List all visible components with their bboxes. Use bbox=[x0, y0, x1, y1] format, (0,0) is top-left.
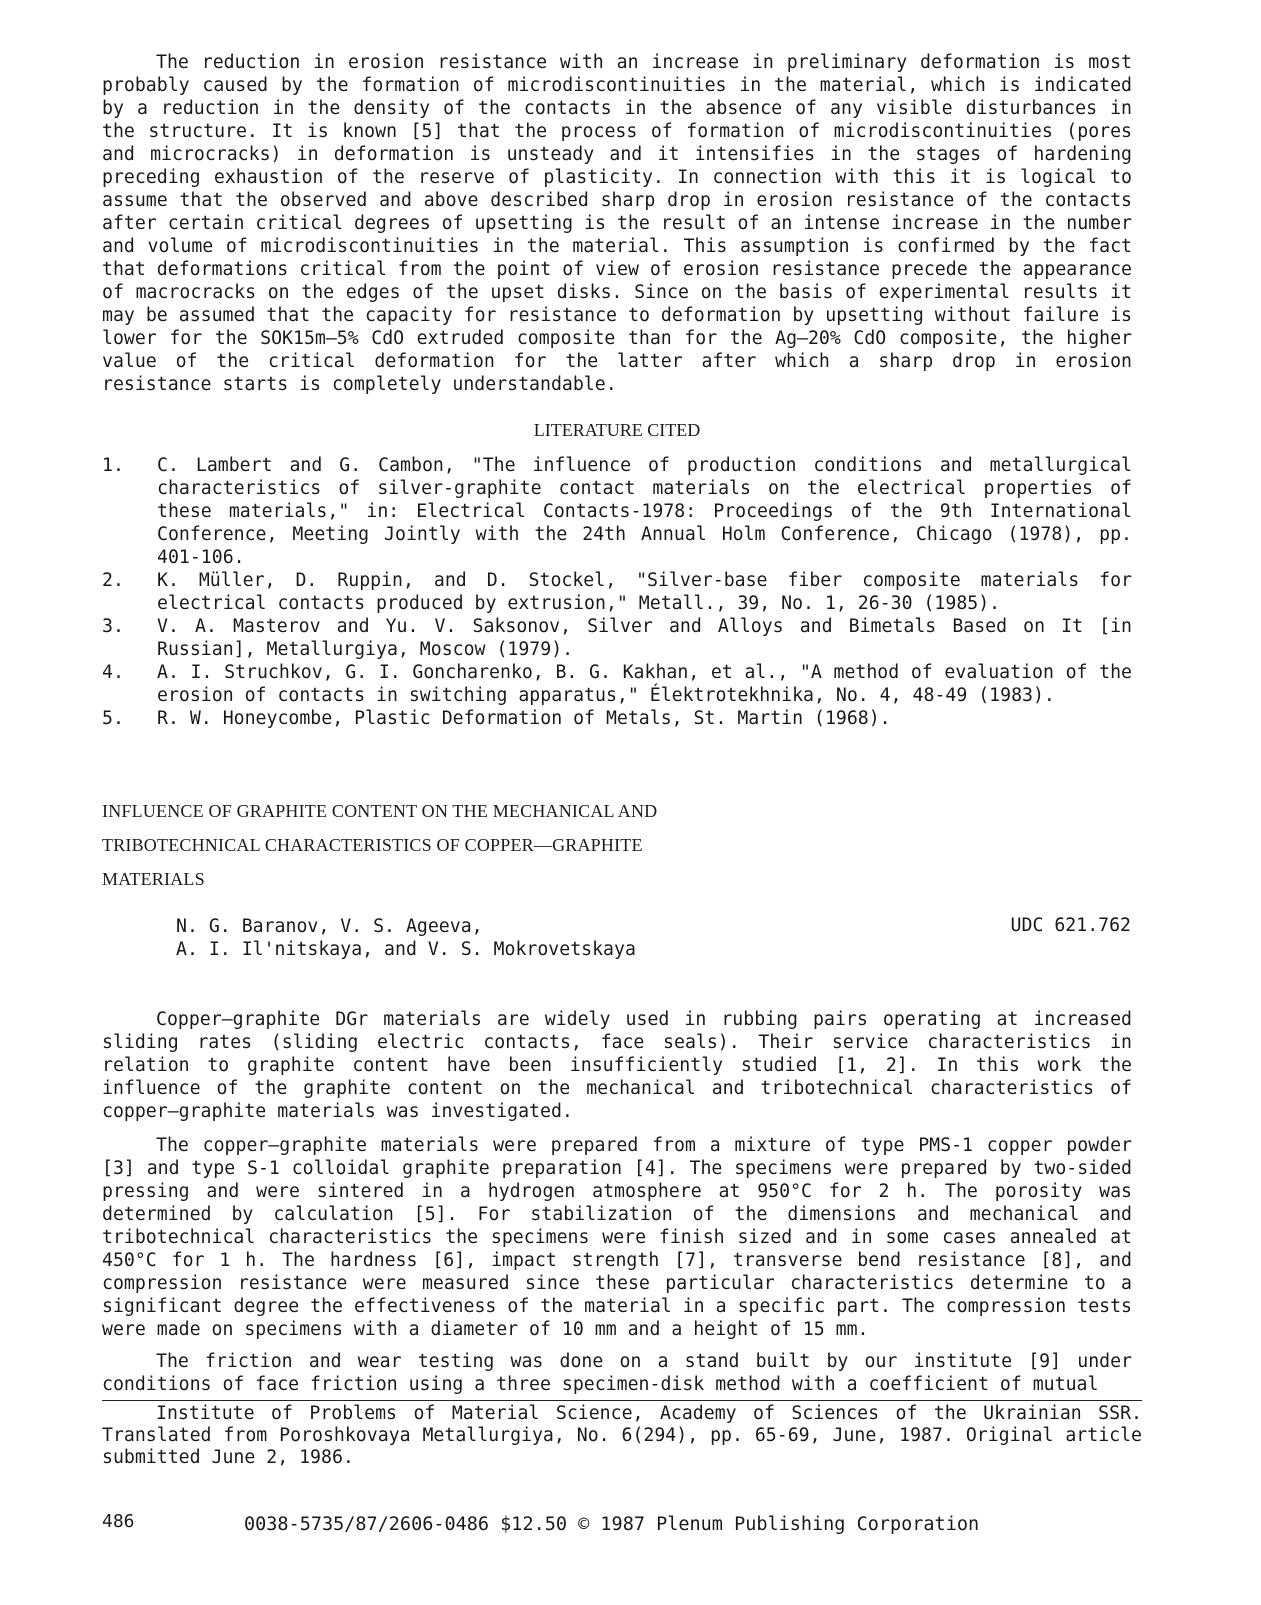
reference-number: 2. bbox=[102, 570, 124, 591]
reference-item-4 bbox=[102, 661, 1132, 707]
article-title-line-1: INFLUENCE OF GRAPHITE CONTENT ON THE MECHANICAL AND bbox=[102, 801, 658, 821]
reference-item-3 bbox=[102, 615, 1132, 661]
article-title-line-2: TRIBOTECHNICAL CHARACTERISTICS OF COPPER—GRAPHITE bbox=[102, 835, 643, 855]
reference-text: A. I. Struchkov, G. I. Goncharenko, B. G. Kakhan, et al., "A method of evaluation of the erosion of contacts in switching apparatus," Élektrotekhnika, No. 4, 48-49 (1983). bbox=[157, 662, 1132, 706]
reference-number: 5. bbox=[102, 708, 124, 729]
copyright-line: 0038-5735/87/2606-0486 $12.50 © 1987 Plenum Publishing Corporation bbox=[244, 1514, 980, 1535]
authors bbox=[176, 915, 636, 961]
footnote: Institute of Problems of Material Science, Academy of Sciences of the Ukrainian SSR. Translated from Poroshkovaya Metallurgiya, No. 6(294), pp. 65-69, June, 1987. Original article submitted June 2, 1986. bbox=[102, 1403, 1142, 1468]
reference-item-5 bbox=[102, 707, 1132, 730]
udc-code: UDC 621.762 bbox=[1010, 915, 1131, 936]
reference-text: R. W. Honeycombe, Plastic Deformation of Metals, St. Martin (1968). bbox=[157, 708, 891, 729]
reference-text: C. Lambert and G. Cambon, "The influence of production conditions and metallurgical characteristics of silver-graphite contact materials on the electrical properties of these materials," in: Electrical Contacts-1978: Proceedings of the 9th International Conference, Meeting Jointly with the 24th Annual Holm Conference, Chicago (1978), pp. 401-106. bbox=[157, 455, 1132, 568]
reference-text: V. A. Masterov and Yu. V. Saksonov, Silver and Alloys and Bimetals Based on It [in Russian], Metallurgiya, Moscow (1979). bbox=[157, 616, 1132, 660]
article-title-line-3: MATERIALS bbox=[102, 869, 205, 889]
reference-text: K. Müller, D. Ruppin, and D. Stockel, "Silver-base fiber composite materials for electrical contacts produced by extrusion," Metall., 39, No. 1, 26-30 (1985). bbox=[157, 570, 1132, 614]
body-paragraph-3: The friction and wear testing was done on a stand built by our institute [9] under conditions of face friction using a three specimen-disk method with a coefficient of mutual bbox=[102, 1351, 1132, 1395]
body-paragraph-1: Copper—graphite DGr materials are widely used in rubbing pairs operating at increased sliding rates (sliding electric contacts, face seals). Their service characteristics in relation to graphite content have been insufficiently studied [1, 2]. In this work the influence of the graphite content on the mechanical and tribotechnical characteristics of copper—graphite materials was investigated. bbox=[102, 1009, 1132, 1122]
literature-cited-heading: LITERATURE CITED bbox=[533, 420, 701, 440]
reference-number: 1. bbox=[102, 455, 124, 476]
authors-line-1: N. G. Baranov, V. S. Ageeva, bbox=[176, 916, 483, 937]
authors-line-2: A. I. Il'nitskaya, and V. S. Mokrovetskaya bbox=[176, 939, 636, 960]
reference-number: 4. bbox=[102, 662, 124, 683]
reference-number: 3. bbox=[102, 616, 124, 637]
footnote-divider bbox=[102, 1400, 1142, 1401]
reference-item-2 bbox=[102, 569, 1132, 615]
intro-paragraph: The reduction in erosion resistance with an increase in preliminary deformation is most probably caused by the formation of microdiscontinuities in the material, which is indicated by a reduction in the density of the contacts in the absence of any visible disturbances in the structure. It is known [5] that the process of formation of microdiscontinuities (pores and microcracks) in deformation is unsteady and it intensifies in the stages of hardening preceding exhaustion of the reserve of plasticity. In connection with this it is logical to assume that the observed and above described sharp drop in erosion resistance of the contacts after certain critical degrees of upsetting is the result of an intense increase in the number and volume of microdiscontinuities in the material. This assumption is confirmed by the fact that deformations critical from the point of view of erosion resistance precede the appearance of macrocracks on the edges of the upset disks. Since on the basis of experimental results it may be assumed that the capacity for resistance to deformation by upsetting without failure is lower for the SOK15m—5% CdO extruded composite than for the Ag—20% CdO composite, the higher value of the critical deformation for the latter after which a sharp drop in erosion resistance starts is completely understandable. bbox=[102, 52, 1132, 395]
reference-item-1 bbox=[102, 454, 1132, 569]
body-paragraph-2: The copper—graphite materials were prepared from a mixture of type PMS-1 copper powder [3] and type S-1 colloidal graphite preparation [4]. The specimens were prepared by two-sided pressing and were sintered in a hydrogen atmosphere at 950°C for 2 h. The porosity was determined by calculation [5]. For stabilization of the dimensions and mechanical and tribotechnical characteristics the specimens were finish sized and in some cases annealed at 450°C for 1 h. The hardness [6], impact strength [7], transverse bend resistance [8], and compression resistance were measured since these particular characteristics determine to a significant degree the effectiveness of the material in a specific part. The compression tests were made on specimens with a diameter of 10 mm and a height of 15 mm. bbox=[102, 1135, 1132, 1340]
page-number: 486 bbox=[102, 1511, 135, 1532]
